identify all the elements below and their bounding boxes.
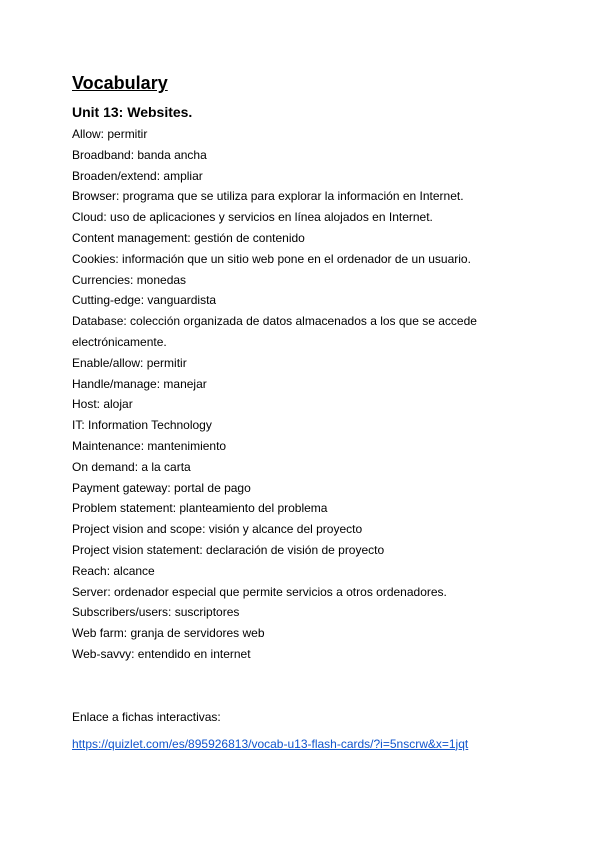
document-page <box>72 70 572 753</box>
vocabulary-item: Cookies: información que un sitio web pone en el ordenador de un usuario. <box>72 251 471 266</box>
vocabulary-item: Cloud: uso de aplicaciones y servicios en línea alojados en Internet. <box>72 210 433 225</box>
vocabulary-item: Database: colección organizada de datos almacenados a los que se accede electrónicamente. <box>72 314 477 349</box>
document-title: Vocabulary <box>72 73 168 93</box>
vocabulary-item: Payment gateway: portal de pago <box>72 480 251 495</box>
vocabulary-item: Subscribers/users: suscriptores <box>72 605 240 620</box>
vocabulary-item: Content management: gestión de contenido <box>72 230 305 245</box>
vocabulary-item: Reach: alcance <box>72 563 155 578</box>
vocabulary-item: Server: ordenador especial que permite servicios a otros ordenadores. <box>72 584 447 599</box>
vocabulary-item: Project vision statement: declaración de visión de proyecto <box>72 542 385 557</box>
vocabulary-item: IT: Information Technology <box>72 418 212 433</box>
vocabulary-item: Broadband: banda ancha <box>72 147 207 162</box>
flashcards-link-label: Enlace a fichas interactivas: <box>72 709 221 724</box>
vocabulary-item: Problem statement: planteamiento del problema <box>72 501 328 516</box>
vocabulary-item: Currencies: monedas <box>72 272 187 287</box>
vocabulary-item: Cutting-edge: vanguardista <box>72 293 217 308</box>
vocabulary-item: On demand: a la carta <box>72 459 191 474</box>
vocabulary-item: Allow: permitir <box>72 127 148 141</box>
vocabulary-item: Host: alojar <box>72 397 133 412</box>
spacer <box>72 665 572 707</box>
vocabulary-item: Enable/allow: permitir <box>72 355 187 370</box>
vocabulary-item: Maintenance: mantenimiento <box>72 438 227 453</box>
vocabulary-item: Project vision and scope: visión y alcance del proyecto <box>72 522 363 537</box>
unit-heading: Unit 13: Websites. <box>72 104 193 120</box>
vocabulary-item: Broaden/extend: ampliar <box>72 168 203 183</box>
vocabulary-item: Web farm: granja de servidores web <box>72 626 265 641</box>
vocabulary-list <box>72 124 572 665</box>
flashcards-link[interactable]: https://quizlet.com/es/895926813/vocab-u13-flash-cards/?i=5nscrw&x=1jqt <box>72 736 469 751</box>
vocabulary-item: Browser: programa que se utiliza para explorar la información en Internet. <box>72 189 464 204</box>
vocabulary-item: Handle/manage: manejar <box>72 376 207 391</box>
vocabulary-item: Web-savvy: entendido en internet <box>72 646 251 661</box>
